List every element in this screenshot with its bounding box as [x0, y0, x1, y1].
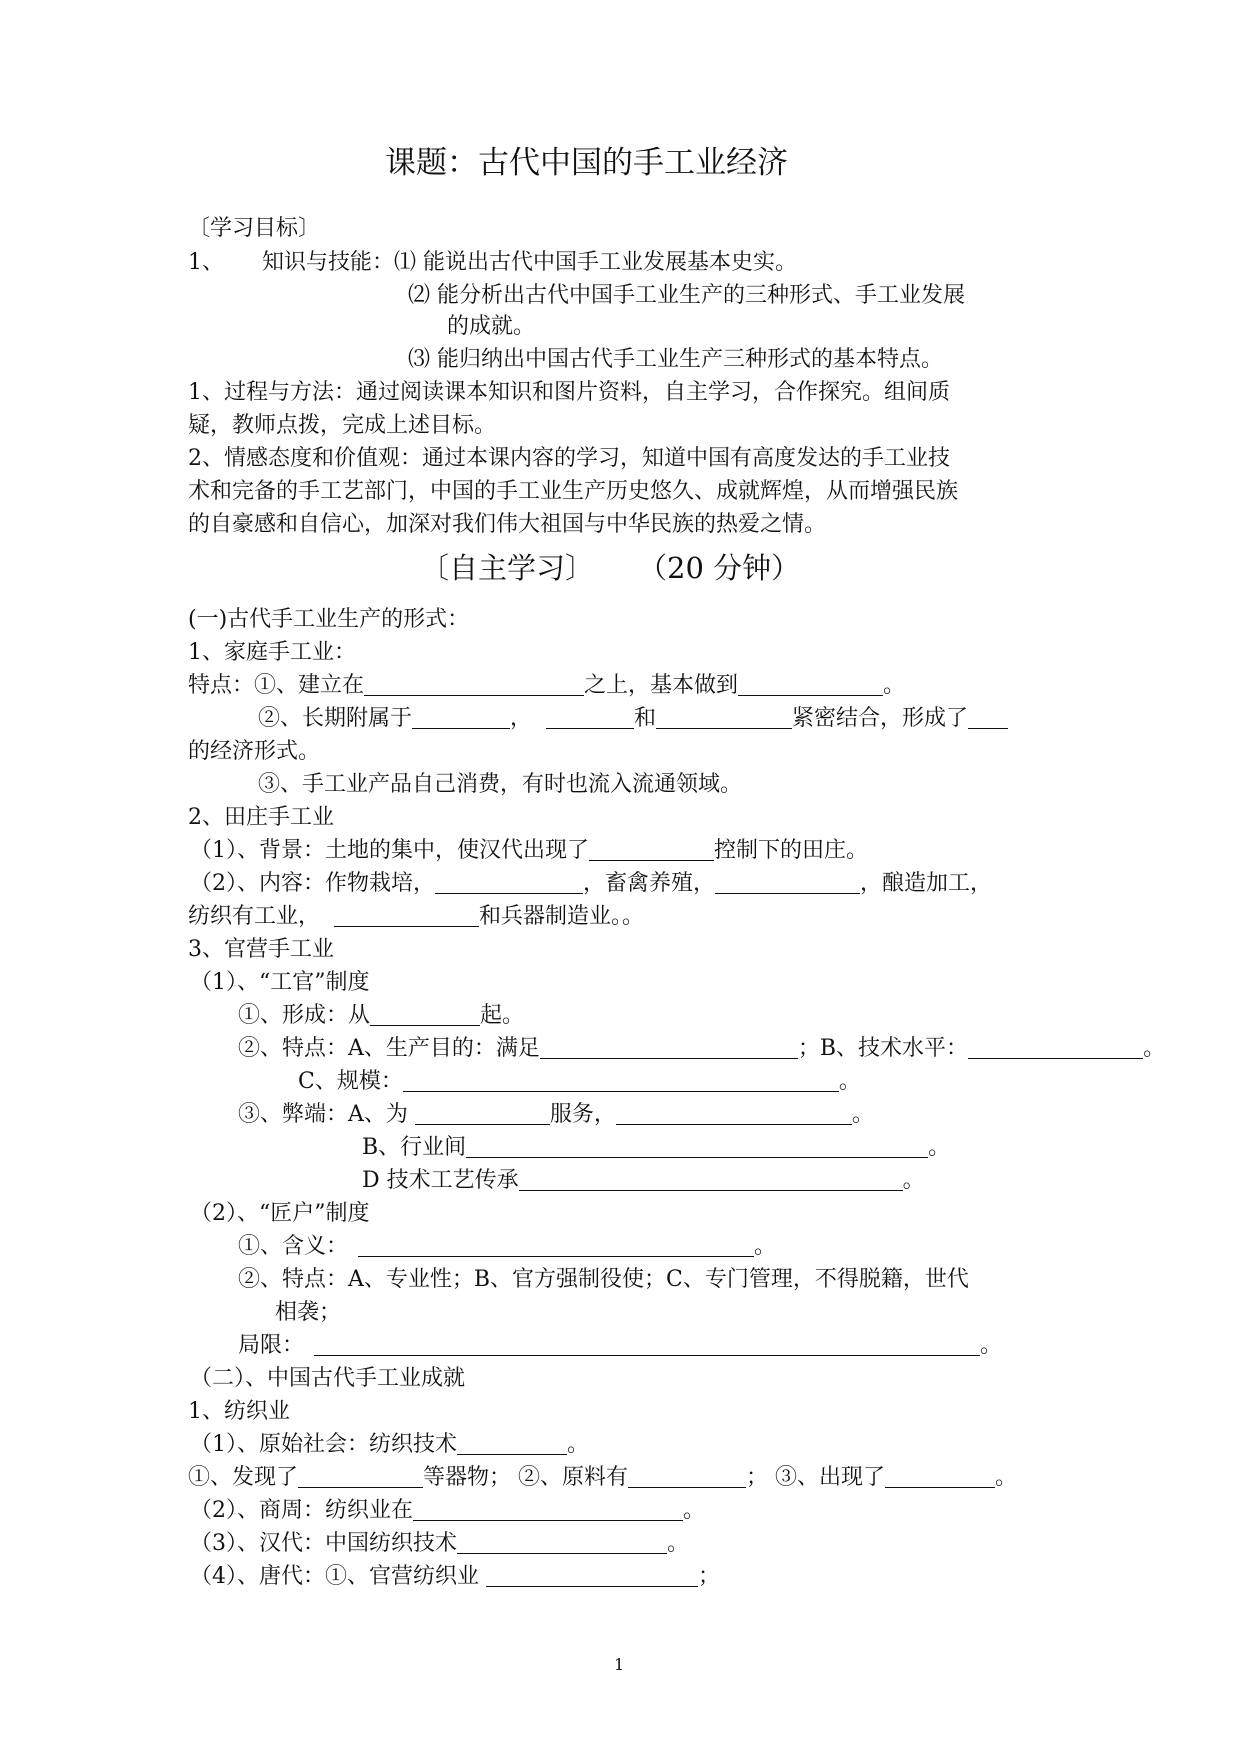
family-feature-b-cont: 的经济形式。 [188, 739, 321, 764]
self-study-heading [420, 553, 800, 583]
self-study-label: 〔自主学习〕 [420, 551, 595, 585]
blank-line[interactable] [334, 904, 479, 927]
family-feature-a: 特点：①、建立在 之上，基本做到 。 [188, 673, 906, 698]
blank-line[interactable] [628, 1465, 746, 1488]
objectives-heading: 〔学习目标〕 [188, 216, 321, 241]
blank-line[interactable] [540, 1036, 798, 1059]
knowledge-line-1: 知识与技能：⑴ 能说出古代中国手工业发展基本史实。 [262, 250, 797, 275]
knowledge-num: 1、 [188, 250, 224, 275]
blank-line[interactable] [364, 673, 584, 696]
blank-line[interactable] [435, 871, 583, 894]
gonguan-formation: ①、形成：从 起。 [238, 1003, 525, 1028]
blank-line[interactable] [486, 1564, 698, 1587]
knowledge-line-3: ⑶ 能归纳出中国古代手工业生产三种形式的基本特点。 [408, 347, 943, 372]
textile-tang: （4）、唐代：①、官营纺织业 ； [190, 1564, 721, 1589]
blank-line[interactable] [314, 1333, 980, 1356]
gonguan-scale: C、规模： 。 [298, 1069, 861, 1094]
blank-line[interactable] [298, 1465, 423, 1488]
blank-line[interactable] [403, 1069, 839, 1092]
textile-shangzhou: （2）、商周：纺织业在 。 [190, 1498, 706, 1523]
section-2-heading: （二）、中国古代手工业成就 [190, 1366, 466, 1391]
blank-line[interactable] [968, 1036, 1143, 1059]
gonguan-features: ②、特点：A、生产目的：满足 ；B、技术水平： 。 [238, 1036, 1166, 1061]
blank-line[interactable] [358, 1234, 754, 1257]
blank-line[interactable] [715, 871, 860, 894]
blank-line[interactable] [885, 1465, 995, 1488]
gonguan-cons-d: D 技术工艺传承 。 [362, 1168, 925, 1193]
process-line-2: 疑，教师点拨，完成上述目标。 [188, 413, 497, 438]
blank-line[interactable] [738, 673, 883, 696]
blank-line[interactable] [466, 1135, 928, 1158]
blank-line[interactable] [968, 706, 1008, 729]
blank-line[interactable] [519, 1168, 903, 1191]
page-title: 课题：古代中国的手工业经济 [385, 145, 788, 181]
official-heading: 3、官营手工业 [188, 937, 334, 962]
jianghu-limits: 局限： 。 [238, 1333, 1003, 1358]
textile-primitive: （1）、原始社会：纺织技术 。 [190, 1432, 590, 1457]
blank-line[interactable] [412, 706, 510, 729]
jianghu-meaning: ①、含义： 。 [238, 1234, 777, 1259]
blank-line[interactable] [415, 1102, 550, 1125]
blank-line[interactable] [370, 1003, 480, 1026]
manor-content: （2）、内容：作物栽培， ，畜禽养殖， ，酿造加工， [190, 871, 993, 896]
jianghu-title: （2）、“匠户”制度 [190, 1201, 370, 1226]
blank-line[interactable] [656, 706, 792, 729]
knowledge-line-2b: 的成就。 [447, 314, 536, 339]
blank-line[interactable] [457, 1432, 567, 1455]
family-heading: 1、家庭手工业： [188, 640, 356, 665]
blank-line[interactable] [589, 838, 714, 861]
family-feature-b: ②、长期附属于 ， 和 紧密结合，形成了 [258, 704, 1008, 734]
textile-han: （3）、汉代：中国纺织技术 。 [190, 1531, 690, 1556]
page-number: 1 [614, 1655, 625, 1674]
textile-discoveries: ①、发现了 等器物； ②、原料有 ； ③、出现了 。 [188, 1465, 1018, 1490]
knowledge-line-2: ⑵ 能分析出古代中国手工业生产的三种形式、手工业发展 [408, 283, 965, 308]
blank-line[interactable] [616, 1102, 852, 1125]
section-1-heading: (一)古代手工业生产的形式： [188, 607, 470, 632]
process-line-1: 1、过程与方法：通过阅读课本知识和图片资料，自主学习，合作探究。组间质 [188, 380, 950, 405]
manor-heading: 2、田庄手工业 [188, 805, 334, 830]
blank-line[interactable] [546, 706, 634, 729]
gonguan-cons-a: ③、弊端：A、为 服务， 。 [238, 1102, 874, 1127]
manor-content-cont: 纺织有工业， 和兵器制造业。。 [188, 904, 645, 929]
textile-heading: 1、纺织业 [188, 1399, 290, 1424]
family-feature-c: ③、手工业产品自己消费，有时也流入流通领域。 [258, 772, 743, 797]
blank-line[interactable] [457, 1531, 667, 1554]
self-study-duration: （20 分钟） [638, 551, 801, 585]
gonguan-title: （1）、“工官”制度 [190, 970, 370, 995]
jianghu-features: ②、特点：A、专业性；B、官方强制役使；C、专门管理，不得脱籍，世代 [238, 1267, 969, 1292]
gonguan-cons-b: B、行业间 。 [362, 1135, 951, 1160]
manor-background: （1）、背景：土地的集中，使汉代出现了 控制下的田庄。 [190, 838, 869, 863]
emotion-line-2: 术和完备的手工艺部门，中国的手工业生产历史悠久、成就辉煌，从而增强民族 [188, 479, 959, 504]
emotion-line-3: 的自豪感和自信心，加深对我们伟大祖国与中华民族的热爱之情。 [188, 512, 827, 537]
emotion-line-1: 2、情感态度和价值观：通过本课内容的学习，知道中国有高度发达的手工业技 [188, 446, 950, 471]
jianghu-features-cont: 相袭； [275, 1300, 342, 1325]
blank-line[interactable] [413, 1498, 683, 1521]
